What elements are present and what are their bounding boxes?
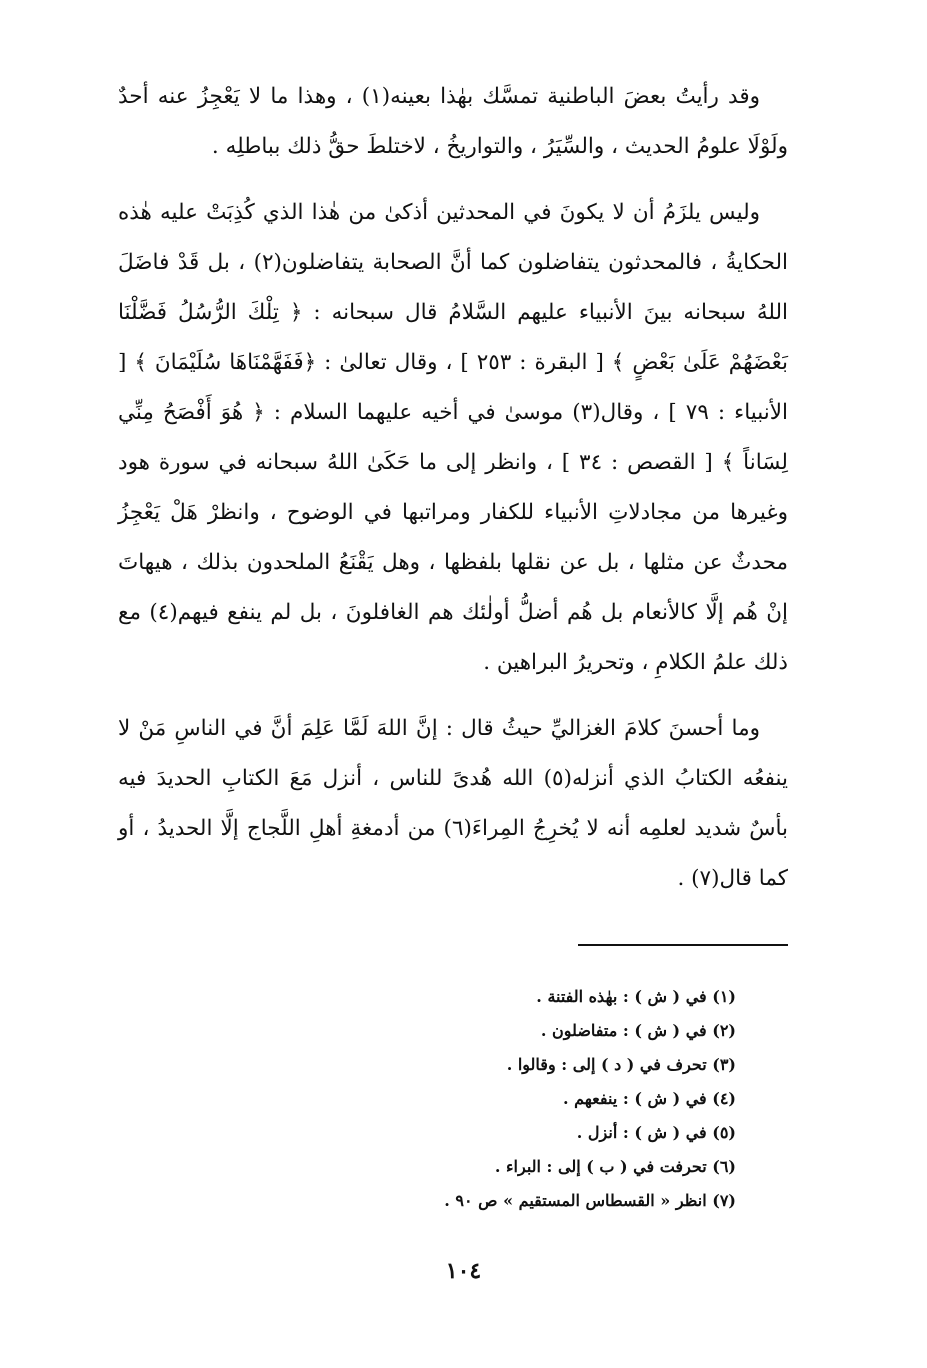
footnote-separator — [578, 944, 788, 946]
footnote-5: (٥) في ( ش ) : أنزل . — [576, 1123, 736, 1142]
footnote-6: (٦) تحرفت في ( ب ) إلى : البراء . — [494, 1157, 736, 1176]
footnote-4: (٤) في ( ش ) : ينفعهم . — [563, 1089, 736, 1108]
footnote-1: (١) في ( ش ) : بهٰذه الفتنة . — [536, 987, 736, 1006]
paragraph-2: وليس يلزَمُ أن لا يكونَ في المحدثين أذكىٰ من هٰذا الذي كُذِبَتْ عليه هٰذه الحكايةُ ، فالمحدثون يتفاضلون كما أنَّ الصحابة يتفاضلون(٢) ، بل قَدْ فاضَلَ اللهُ سبحانه بينَ الأنبياء عليهم السَّلامُ قال سبحانه : ﴿ تِلْكَ الرُّسُلُ فَضَّلْنَا بَعْضَهُمْ عَلَىٰ بَعْضٍ ﴾ [ البقرة : ٢٥٣ ] ، وقال تعالىٰ : ﴿فَفَهَّمْنَاهَا سُلَيْمَانَ ﴾ [ الأنبياء : ٧٩ ] ، وقال(٣) موسىٰ في أخيه عليهما السلام : ﴿ هُوَ أَفْصَحُ مِنِّي لِسَاناً ﴾ [ القصص : ٣٤ ] ، وانظر إلى ما حَكَىٰ اللهُ سبحانه في سورة هود وغيرها من مجادلاتِ الأنبياء للكفار ومراتبها في الوضوح ، وانظرْ هَلْ يَعْجِزُ محدثٌ عن مثلها ، بل عن نقلها بلفظها ، وهل يَقْنَعُ الملحدون بذلك ، هيهاتَ إنْ هُم إلَّا كالأنعام بل هُم أضلُّ أولٰئك هم الغافلونَ ، بل لم ينفع فيهم(٤) مع ذلك علمُ الكلامِ ، وتحريرُ البراهين . — [118, 200, 788, 675]
paragraph-3: وما أحسنَ كلامَ الغزاليِّ حيثُ قال : إنَّ اللهَ لَمَّا عَلِمَ أنَّ في الناسِ مَنْ لا ينفعُه الكتابُ الذي أنزله(٥) الله هُدىً للناس ، أنزل مَعَ الكتابِ الحديدَ فيه بأسٌ شديد لعلمِه أنه لا يُخرِجُ المِراءَ(٦) من أدمغةِ أهلِ اللَّجاج إلَّا الحديدُ ، أو كما قال(٧) . — [118, 716, 788, 891]
footnote-2: (٢) في ( ش ) : متفاضلون . — [540, 1021, 736, 1040]
footnote-3: (٣) تحرف في ( د ) إلى : وقالوا . — [506, 1055, 736, 1074]
footnotes — [420, 980, 736, 1218]
page-number: ١٠٤ — [445, 1258, 482, 1284]
paragraph-1: وقد رأيتُ بعضَ الباطنية تمسَّك بهٰذا بعينه(١) ، وهذا ما لا يَعْجِزُ عنه أحدٌ ولَوْلَا علومُ الحديث ، والسِّيَرُ ، والتواريخُ ، لاختلطَ حقُّ ذلك بباطلِه . — [118, 84, 788, 159]
main-text — [118, 72, 788, 904]
footnote-7: (٧) انظر « القسطاس المستقيم » ص ٩٠ . — [444, 1191, 736, 1210]
